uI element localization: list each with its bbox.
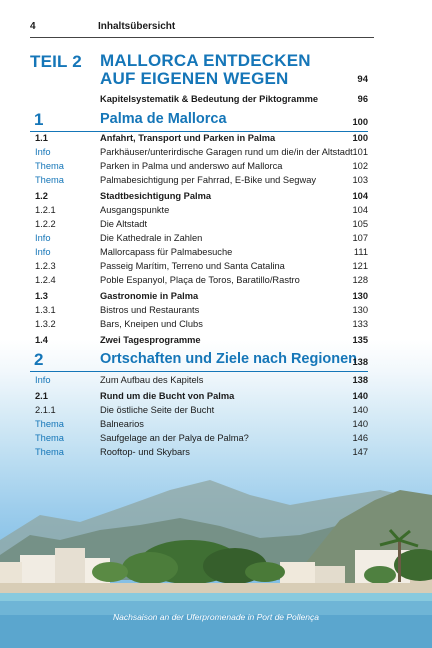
toc-row[interactable] [30,273,368,287]
toc-row[interactable] [30,417,368,431]
toc-row[interactable] [30,259,368,273]
toc-page: 138 [352,375,368,385]
toc-row[interactable] [30,231,368,245]
toc-label: Thema [35,433,64,443]
toc-row[interactable] [30,431,368,445]
toc-page: 100 [352,133,368,143]
part-headline-page: 94 [357,74,368,85]
toc-label: 1.3 [35,291,48,301]
running-title: Inhaltsübersicht [98,21,176,32]
toc-label: 2.1 [35,391,48,401]
chapter-title: Palma de Mallorca [100,111,227,127]
toc-page: 140 [352,405,368,415]
toc-title: Anfahrt, Transport und Parken in Palma [100,133,276,143]
part-headline [100,52,311,88]
toc-label: 1.3.1 [35,305,56,315]
toc-page: 96 [357,94,368,104]
toc-page: 147 [352,447,368,457]
toc-title: Bars, Kneipen und Clubs [100,319,203,329]
toc-row[interactable] [30,373,368,387]
toc-label: 2.1.1 [35,405,56,415]
toc-title: Saufgelage an der Palya de Palma? [100,433,249,443]
toc-label: Info [35,233,51,243]
toc-title: Bistros und Restaurants [100,305,200,315]
toc-title: Die östliche Seite der Bucht [100,405,215,415]
toc-page: 135 [352,335,368,345]
part-headline-line2: AUF EIGENEN WEGEN [100,69,289,88]
toc-row[interactable] [30,389,368,403]
toc-title: Palmabesichtigung per Fahrrad, E-Bike und Segway [100,175,317,185]
toc-label: 1.2.1 [35,205,56,215]
chapter-1-heading[interactable] [30,110,368,132]
toc-title: Gastronomie in Palma [100,291,199,301]
toc-title: Die Altstadt [100,219,148,229]
toc-row[interactable] [30,203,368,217]
toc-title: Parkhäuser/unterirdische Garagen rund um die/in der Altstadt [100,147,353,157]
toc-row[interactable] [30,445,368,459]
toc-label: Info [35,247,51,257]
chapter-number: 2 [34,350,44,369]
toc-label: 1.2.3 [35,261,56,271]
toc-label: 1.2.2 [35,219,56,229]
toc-label: Thema [35,447,64,457]
toc-page: 104 [352,205,368,215]
page-number: 4 [30,21,36,32]
toc-title: Parken in Palma und anderswo auf Mallorca [100,161,283,171]
toc-label: 1.2.4 [35,275,56,285]
toc-row[interactable] [30,173,368,187]
part-label: TEIL 2 [30,52,82,71]
toc-page: 121 [352,261,368,271]
chapter-2-heading[interactable] [30,350,368,372]
chapter-number: 1 [34,110,44,129]
toc-label: Thema [35,175,64,185]
toc-title: Stadtbesichtigung Palma [100,191,212,201]
toc-page: 146 [352,433,368,443]
toc-title: Kapitelsystematik & Bedeutung der Piktogramme [100,94,319,104]
toc-label: 1.1 [35,133,48,143]
toc-page: 133 [352,319,368,329]
toc-label: Thema [35,419,64,429]
toc-title: Mallorcapass für Palmabesuche [100,247,233,257]
chapter-page: 138 [352,357,368,367]
toc-page: 128 [352,275,368,285]
toc-title: Zum Aufbau des Kapitels [100,375,204,385]
toc-title: Ausgangspunkte [100,205,170,215]
toc-page: 107 [352,233,368,243]
toc-title: Zwei Tagesprogramme [100,335,201,345]
toc-page: 104 [352,191,368,201]
toc-label: 1.4 [35,335,48,345]
chapter-page: 100 [352,117,368,127]
toc-row[interactable] [30,289,368,303]
toc-page: 130 [352,305,368,315]
toc-page: 111 [353,247,368,257]
toc-title: Rooftop- und Skybars [100,447,190,457]
toc-label: Info [35,375,51,385]
toc-page: 101 [352,147,368,157]
toc-row[interactable] [30,245,368,259]
chapter-title: Ortschaften und Ziele nach Regionen [100,351,358,367]
toc-row[interactable] [30,159,368,173]
photo-caption: Nachsaison an der Uferpromenade in Port de Pollença [112,612,319,622]
toc-row[interactable] [30,131,368,145]
toc-page: 140 [352,391,368,401]
toc-title: Balnearios [100,419,144,429]
part-headline-line1: MALLORCA ENTDECKEN [100,51,311,70]
toc-title: Poble Espanyol, Plaça de Toros, Baratillo/Rastro [100,275,300,285]
toc-page: 102 [352,161,368,171]
toc-title: Passeig Marítim, Terreno und Santa Catalina [100,261,285,271]
toc-row-intro[interactable] [30,92,368,106]
toc-row[interactable] [30,317,368,331]
toc-page: 103 [352,175,368,185]
toc-label: 1.2 [35,191,48,201]
toc-row[interactable] [30,303,368,317]
toc-title: Rund um die Bucht von Palma [100,391,235,401]
toc-row[interactable] [30,189,368,203]
toc-row[interactable] [30,403,368,417]
running-header [30,20,374,38]
toc-row[interactable] [30,333,368,347]
toc-page: 105 [352,219,368,229]
toc-page: 140 [352,419,368,429]
toc-title: Die Kathedrale in Zahlen [100,233,203,243]
toc-page: 130 [352,291,368,301]
toc-row[interactable] [30,217,368,231]
toc-label: Thema [35,161,64,171]
toc-label: 1.3.2 [35,319,56,329]
toc-label: Info [35,147,51,157]
toc-row[interactable] [30,145,368,159]
